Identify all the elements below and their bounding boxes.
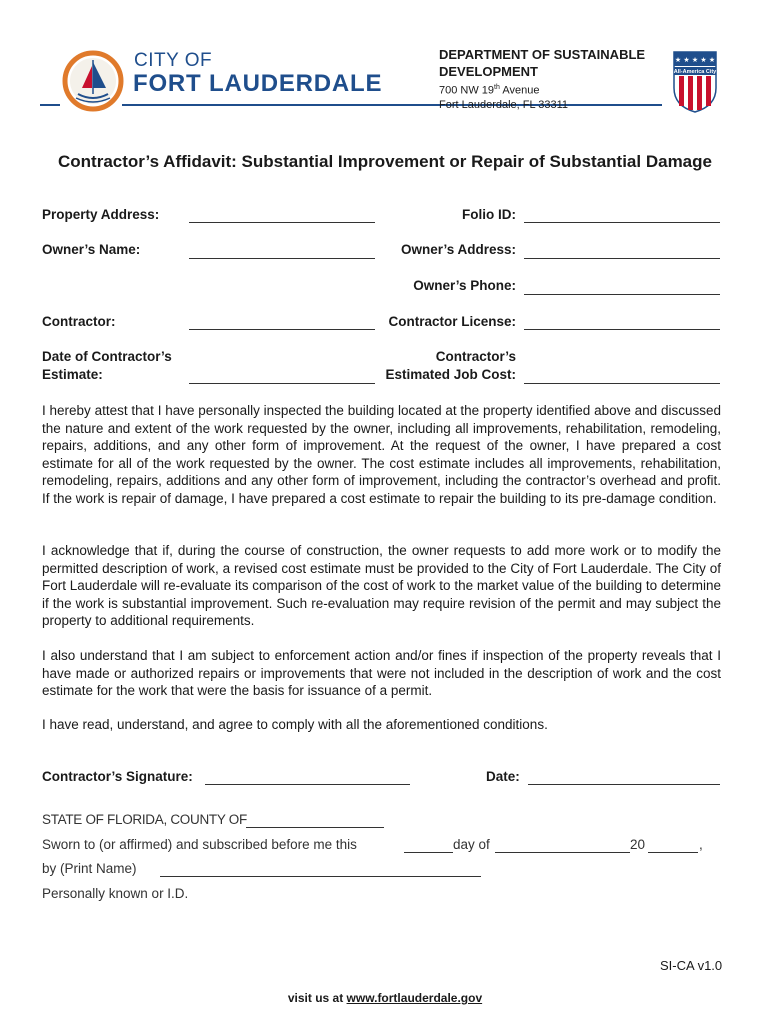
footer-visit: visit us at www.fortlauderdale.gov: [287, 991, 483, 1005]
city-of-text: CITY OF: [134, 50, 213, 71]
state-county-label: STATE OF FLORIDA, COUNTY OF: [42, 812, 247, 827]
contractor-license-field[interactable]: [524, 329, 720, 330]
estimated-job-cost-field[interactable]: [524, 383, 720, 384]
comma-text: ,: [699, 837, 703, 852]
contractor-license-label: Contractor License:: [388, 314, 516, 329]
property-address-field[interactable]: [189, 222, 375, 223]
day-of-text: day of: [453, 837, 490, 852]
owners-phone-field[interactable]: [524, 294, 720, 295]
personally-known-text: Personally known or I.D.: [42, 886, 189, 901]
date-label: Date:: [486, 769, 520, 784]
county-field[interactable]: [246, 827, 384, 828]
owners-name-label: Owner’s Name:: [42, 242, 141, 257]
contractor-label: Contractor:: [42, 314, 116, 329]
sworn-day-field[interactable]: [404, 852, 453, 853]
website-link[interactable]: www.fortlauderdale.gov: [346, 991, 483, 1005]
owners-address-field[interactable]: [524, 258, 720, 259]
owners-name-field[interactable]: [189, 258, 375, 259]
date-of-estimate-field[interactable]: [189, 383, 375, 384]
form-version: SI-CA v1.0: [660, 958, 723, 973]
city-name-text: FORT LAUDERDALE: [133, 70, 383, 97]
owners-address-label: Owner’s Address:: [400, 242, 516, 257]
owners-phone-label: Owner’s Phone:: [413, 278, 516, 293]
enforcement-paragraph: I also understand that I am subject to enforcement action and/or fines if inspection of the property reveals that I have made or authorized repairs or improvements that were not included in the description of work and the cost estimate for the work that were the basis for issuance of a permit.: [42, 648, 721, 698]
badge-text: All-America City: [673, 69, 717, 75]
form-title: Contractor’s Affidavit: Substantial Improvement or Repair of Substantial Damage: [58, 152, 712, 171]
department-address: 700 NW 19th Avenue Fort Lauderdale, FL 33311: [439, 84, 569, 111]
sworn-month-field[interactable]: [495, 852, 630, 853]
city-seal-logo: [62, 50, 124, 112]
print-name-label: by (Print Name): [42, 861, 137, 876]
contractor-field[interactable]: [189, 329, 375, 330]
agreement-paragraph: I have read, understand, and agree to comply with all the aforementioned conditions.: [42, 717, 548, 732]
sworn-text: Sworn to (or affirmed) and subscribed before me this: [42, 837, 357, 852]
folio-id-label: Folio ID:: [462, 207, 516, 222]
date-field[interactable]: [528, 784, 720, 785]
property-address-label: Property Address:: [42, 207, 160, 222]
header-rule-left: [40, 104, 60, 106]
estimated-job-cost-label: Contractor’s Estimated Job Cost:: [385, 349, 516, 382]
department-name: DEPARTMENT OF SUSTAINABLE DEVELOPMENT: [439, 47, 646, 79]
year-prefix-text: 20: [630, 837, 646, 852]
sworn-year-field[interactable]: [648, 852, 698, 853]
signature-field[interactable]: [205, 784, 410, 785]
date-of-estimate-label: Date of Contractor’s Estimate:: [42, 349, 172, 382]
svg-text:★ ★ ★ ★ ★: ★ ★ ★ ★ ★: [674, 56, 716, 64]
all-america-city-badge: [670, 48, 720, 114]
print-name-field[interactable]: [160, 876, 481, 877]
folio-id-field[interactable]: [524, 222, 720, 223]
signature-label: Contractor’s Signature:: [42, 769, 193, 784]
header-rule: [122, 104, 662, 106]
acknowledgement-paragraph: I acknowledge that if, during the course of construction, the owner requests to add more work or to modify the permitted description of work, a revised cost estimate must be provided to the City of Fort Lauderdale. The City of Fort Lauderdale will re-evaluate its comparison of the cost of work to the market value of the building to determine if the work is substantial improvement. Such re-evaluation may require revision of the permit and may subject the property to additional requirements.: [42, 543, 721, 628]
attestation-paragraph: I hereby attest that I have personally inspected the building located at the property identified above and discussed the nature and extent of the work requested by the owner, including all improvements, rehabilitation, remodeling, repairs, additions, and any other form of improvement. At the request of the owner, I have prepared a cost estimate for all of the work requested by the owner. The cost estimate includes all improvements, rehabilitation, remodeling, repairs, additions and any other form of improvement, including the contractor’s overhead and profit. If the work is repair of damage, I have prepared a cost estimate to repair the building to its pre-damage condition.: [42, 403, 721, 506]
